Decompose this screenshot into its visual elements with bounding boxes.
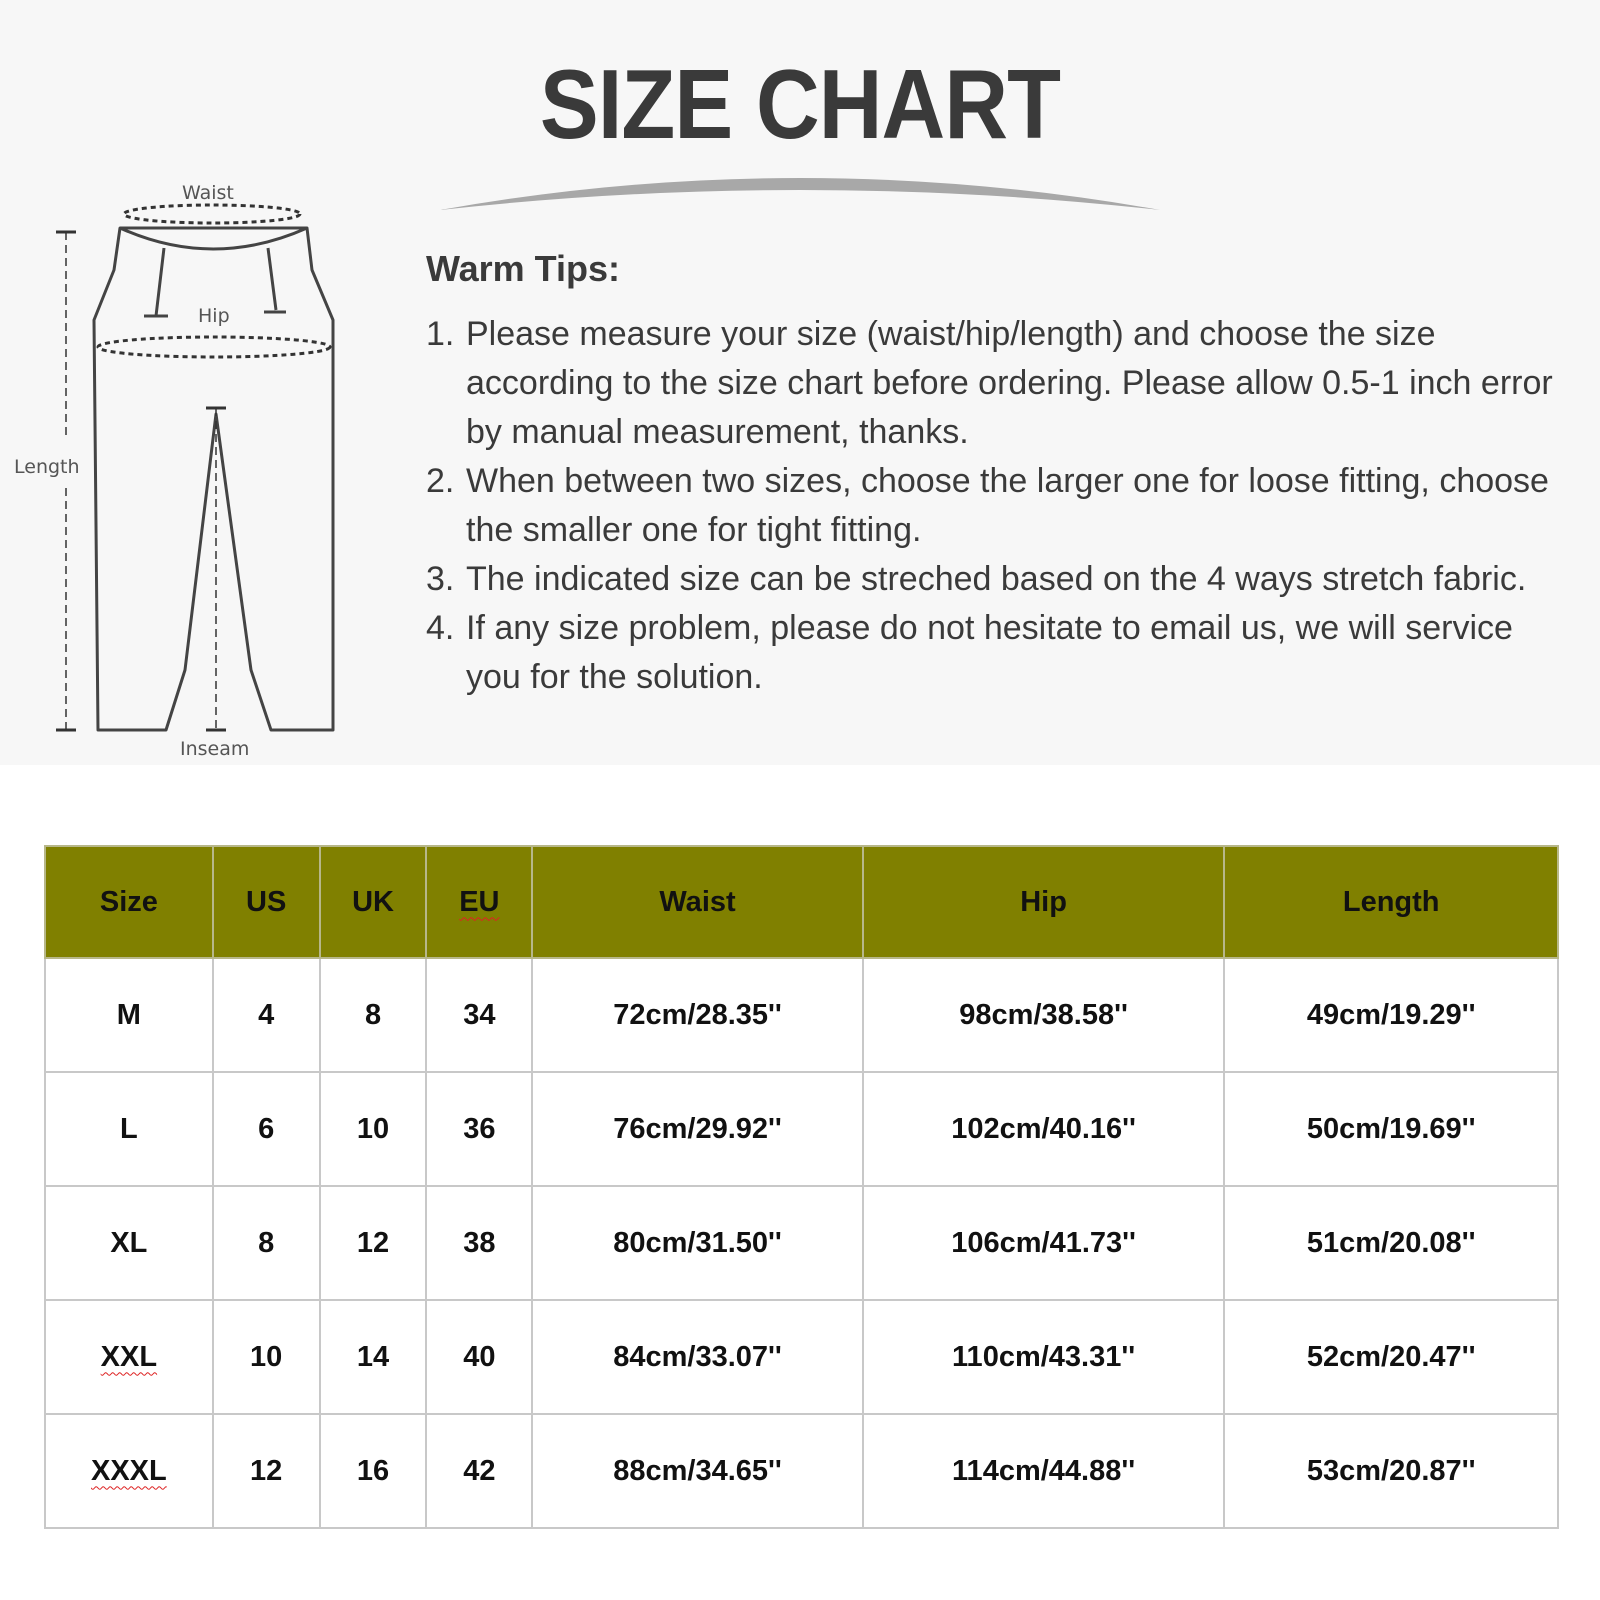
table-row bbox=[45, 958, 1558, 1072]
cell-waist: 76cm/29.92'' bbox=[532, 1072, 863, 1186]
table-header-row bbox=[45, 846, 1558, 958]
tip-number: 1. bbox=[426, 315, 455, 353]
cell-us: 4 bbox=[213, 958, 320, 1072]
cell-eu: 42 bbox=[426, 1414, 532, 1528]
tip-item bbox=[426, 604, 1576, 702]
cell-length: 50cm/19.69'' bbox=[1224, 1072, 1558, 1186]
cell-us: 8 bbox=[213, 1186, 320, 1300]
cell-size-label: XXXL bbox=[91, 1454, 167, 1487]
page-title: SIZE CHART bbox=[539, 49, 1061, 159]
tip-number: 4. bbox=[426, 609, 455, 647]
cell-size-label: XXL bbox=[100, 1340, 158, 1373]
cell-hip: 106cm/41.73'' bbox=[863, 1186, 1225, 1300]
pants-diagram bbox=[0, 170, 380, 770]
cell-length: 49cm/19.29'' bbox=[1224, 958, 1558, 1072]
cell-hip: 102cm/40.16'' bbox=[863, 1072, 1225, 1186]
cell-us: 10 bbox=[213, 1300, 320, 1414]
header-uk: UK bbox=[320, 846, 427, 958]
cell-uk: 12 bbox=[320, 1186, 427, 1300]
cell-size: XL bbox=[45, 1186, 213, 1300]
tip-text: Please measure your size (waist/hip/length) and choose the size according to the size chart before ordering. Please allow 0.5-1 inch error by manual measurement, thanks. bbox=[466, 315, 1553, 451]
header-hip: Hip bbox=[863, 846, 1225, 958]
table-row bbox=[45, 1186, 1558, 1300]
cell-waist: 88cm/34.65'' bbox=[532, 1414, 863, 1528]
tip-item bbox=[426, 457, 1576, 555]
header-eu-label: EU bbox=[459, 885, 500, 918]
cell-hip: 110cm/43.31'' bbox=[863, 1300, 1225, 1414]
table-row bbox=[45, 1414, 1558, 1528]
cell-length: 51cm/20.08'' bbox=[1224, 1186, 1558, 1300]
header-us: US bbox=[213, 846, 320, 958]
table-row bbox=[45, 1300, 1558, 1414]
cell-eu: 38 bbox=[426, 1186, 532, 1300]
header-size: Size bbox=[45, 846, 213, 958]
tip-text: The indicated size can be streched based on the 4 ways stretch fabric. bbox=[466, 560, 1527, 598]
size-table bbox=[44, 845, 1559, 1529]
tip-text: When between two sizes, choose the larger one for loose fitting, choose the smaller one for tight fitting. bbox=[466, 462, 1549, 549]
title-underline-arc bbox=[440, 166, 1160, 216]
cell-eu: 36 bbox=[426, 1072, 532, 1186]
cell-length: 52cm/20.47'' bbox=[1224, 1300, 1558, 1414]
warm-tips-heading: Warm Tips: bbox=[426, 248, 621, 289]
cell-uk: 8 bbox=[320, 958, 427, 1072]
cell-uk: 14 bbox=[320, 1300, 427, 1414]
cell-eu: 34 bbox=[426, 958, 532, 1072]
tip-item bbox=[426, 555, 1576, 604]
header-length: Length bbox=[1224, 846, 1558, 958]
cell-waist: 72cm/28.35'' bbox=[532, 958, 863, 1072]
cell-uk: 16 bbox=[320, 1414, 427, 1528]
header-eu bbox=[426, 846, 532, 958]
info-panel bbox=[0, 0, 1600, 765]
inseam-label: Inseam bbox=[180, 738, 250, 760]
table-row bbox=[45, 1072, 1558, 1186]
cell-uk: 10 bbox=[320, 1072, 427, 1186]
cell-length: 53cm/20.87'' bbox=[1224, 1414, 1558, 1528]
cell-size bbox=[45, 1414, 213, 1528]
cell-us: 6 bbox=[213, 1072, 320, 1186]
hip-label: Hip bbox=[198, 305, 230, 327]
cell-us: 12 bbox=[213, 1414, 320, 1528]
tip-number: 2. bbox=[426, 462, 455, 500]
tip-item bbox=[426, 310, 1576, 457]
tip-text: If any size problem, please do not hesitate to email us, we will service you for the solution. bbox=[466, 609, 1513, 696]
cell-waist: 80cm/31.50'' bbox=[532, 1186, 863, 1300]
cell-hip: 98cm/38.58'' bbox=[863, 958, 1225, 1072]
cell-eu: 40 bbox=[426, 1300, 532, 1414]
cell-waist: 84cm/33.07'' bbox=[532, 1300, 863, 1414]
cell-size: M bbox=[45, 958, 213, 1072]
cell-size bbox=[45, 1300, 213, 1414]
warm-tips-list bbox=[426, 310, 1576, 702]
length-label: Length bbox=[14, 456, 80, 478]
tip-number: 3. bbox=[426, 560, 455, 598]
cell-hip: 114cm/44.88'' bbox=[863, 1414, 1225, 1528]
header-waist: Waist bbox=[532, 846, 863, 958]
waist-label: Waist bbox=[182, 182, 234, 204]
cell-size: L bbox=[45, 1072, 213, 1186]
